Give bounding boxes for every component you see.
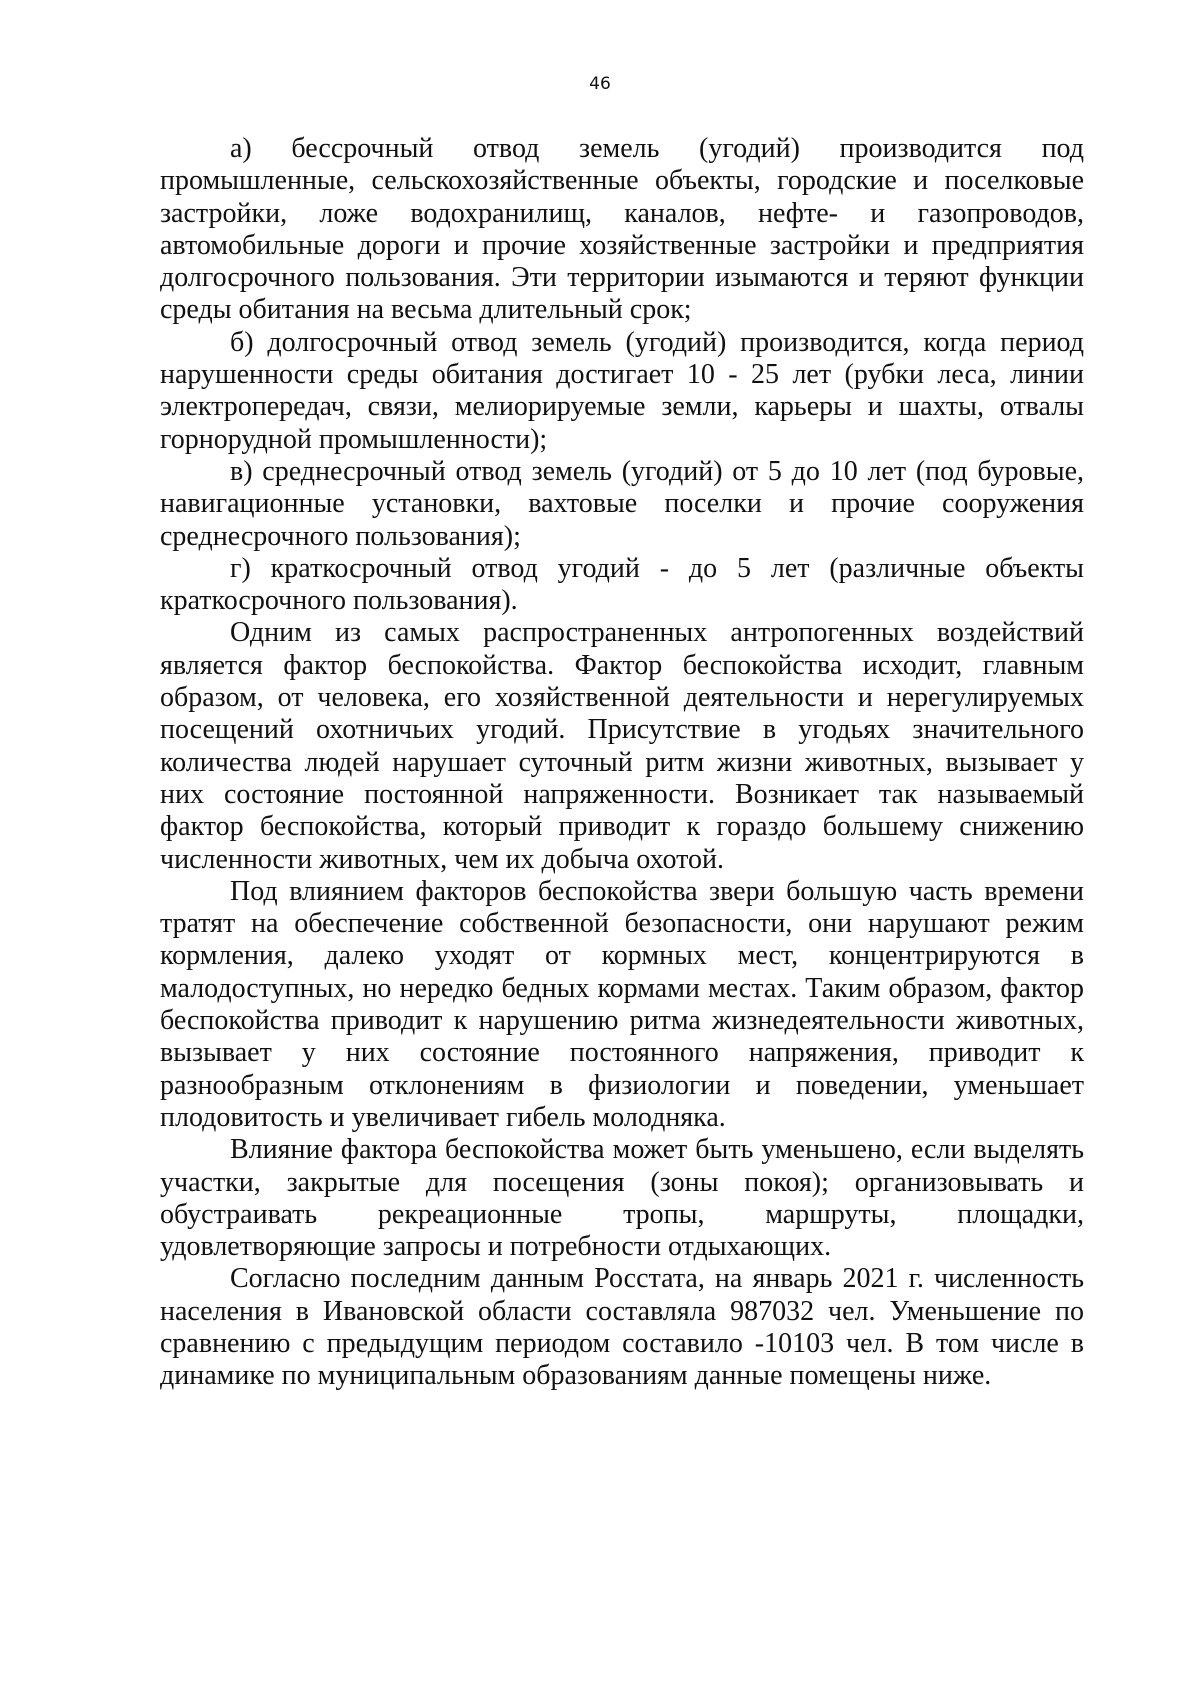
body-text [160,133,1084,1393]
paragraph-disturbance-effects: Под влиянием факторов беспокойства звери большую часть времени тратят на обеспечение собственной безопасности, они нарушают режим кормления, далеко уходят от кормных мест, концентрируются в малодоступных, но нередко бедных кормами местах. Таким образом, фактор беспокойства приводит к нарушению ритма жизнедеятельности животных, вызывает у них состояние постоянного напряжения, приводит к разнообразным отклонениям в физиологии и поведении, уменьшает плодовитость и увеличивает гибель молодняка. [160,875,1084,1133]
page-number: 46 [589,74,611,94]
paragraph-population-statistics: Согласно последним данным Росстата, на январь 2021 г. численность населения в Ивановской области составляла 987032 чел. Уменьшение по сравнению с предыдущим периодом составило -10103 чел. В том числе в динамике по муниципальным образованиям данные помещены ниже. [160,1263,1084,1392]
paragraph-land-allotment-long-term: б) долгосрочный отвод земель (угодий) производится, когда период нарушенности среды обитания достигает 10 - 25 лет (рубки леса, линии электропередач, связи, мелиорируемые земли, карьеры и шахты, отвалы горнорудной промышленности); [160,326,1084,455]
paragraph-land-allotment-short-term: г) краткосрочный отвод угодий - до 5 лет (различные объекты краткосрочного пользования). [160,552,1084,617]
paragraph-land-allotment-permanent: а) бессрочный отвод земель (угодий) производится под промышленные, сельскохозяйственные объекты, городские и поселковые застройки, ложе водохранилищ, каналов, нефте- и газопроводов, автомобильные дороги и прочие хозяйственные застройки и предприятия долгосрочного пользования. Эти территории изымаются и теряют функции среды обитания на весьма длительный срок; [160,133,1084,326]
paragraph-land-allotment-medium-term: в) среднесрочный отвод земель (угодий) от 5 до 10 лет (под буровые, навигационные установки, вахтовые поселки и прочие сооружения среднесрочного пользования); [160,455,1084,552]
paragraph-disturbance-mitigation: Влияние фактора беспокойства может быть уменьшено, если выделять участки, закрытые для посещения (зоны покоя); организовывать и обустраивать рекреационные тропы, маршруты, площадки, удовлетворяющие запросы и потребности отдыхающих. [160,1134,1084,1263]
paragraph-disturbance-factor: Одним из самых распространенных антропогенных воздействий является фактор беспокойства. Фактор беспокойства исходит, главным образом, от человека, его хозяйственной деятельности и нерегулируемых посещений охотничьих угодий. Присутствие в угодьях значительного количества людей нарушает суточный ритм жизни животных, вызывает у них состояние постоянной напряженности. Возникает так называемый фактор беспокойства, который приводит к гораздо большему снижению численности животных, чем их добыча охотой. [160,617,1084,875]
